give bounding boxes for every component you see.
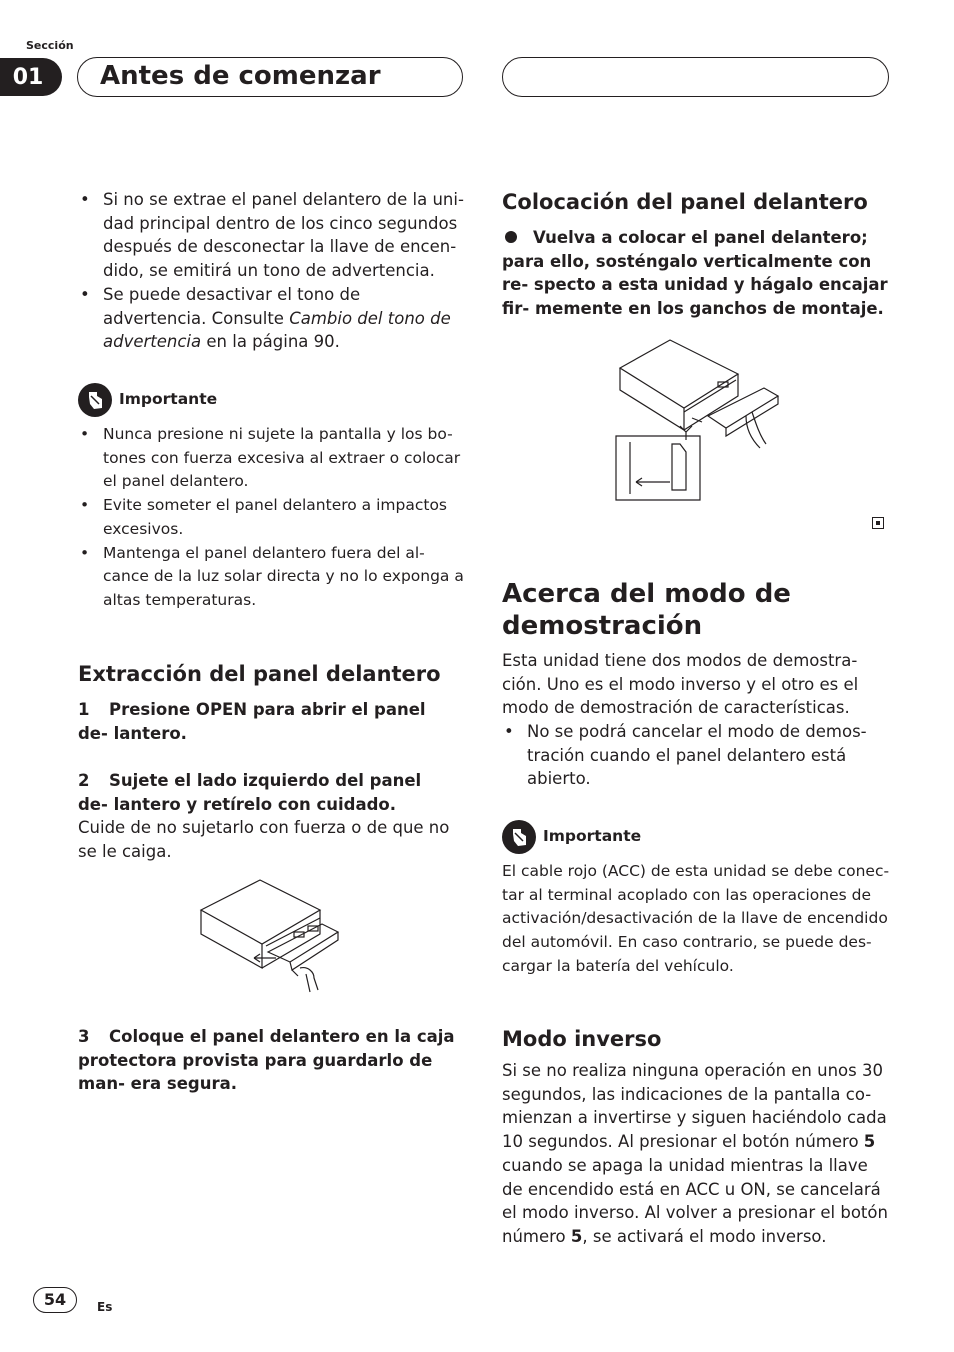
step-3-number: 3	[78, 1027, 90, 1046]
intro-bullets	[78, 188, 466, 354]
step-2-note: Cuide de no sujetarlo con fuerza o de que no se le caiga.	[78, 818, 450, 861]
reverse-text-1: Si se no realiza ninguna operación en unos 30 segundos, las indicaciones de la pantalla co- mienzan a invertirse y siguen haciéndolo cada 10 segundos. Al presionar el botón número	[502, 1061, 887, 1152]
demo-heading-line2: demostración	[502, 611, 703, 641]
step-3	[78, 1025, 466, 1096]
step-1	[78, 698, 448, 745]
important-bullets	[78, 423, 466, 613]
step-2-text: Sujete el lado izquierdo del panel de- lantero y retírelo con cuidado.	[78, 771, 422, 814]
demo-heading-line1: Acerca del modo de	[502, 579, 791, 609]
header-right-frame	[502, 57, 889, 97]
end-of-section-icon	[872, 517, 884, 529]
demo-heading	[502, 578, 791, 642]
button-number-5-again: 5	[570, 1226, 583, 1246]
attach-heading: Colocación del panel delantero	[502, 190, 868, 214]
step-2-number: 2	[78, 771, 90, 790]
bullet-dot-icon	[505, 231, 517, 243]
important-hand-icon	[78, 383, 112, 421]
important-bullet-2: • Evite someter el panel delantero a impactos excesivos.	[78, 494, 466, 541]
important-hand-icon	[502, 820, 536, 858]
bullet2-text: Se puede desactivar el tono de advertencia. Consulte	[103, 284, 361, 328]
step-2	[78, 769, 448, 816]
demo-intro: Esta unidad tiene dos modos de demostra- ción. Uno es el modo inverso y el otro es el modo de demostración de características.	[502, 651, 859, 718]
reverse-heading: Modo inverso	[502, 1027, 662, 1051]
extraction-heading: Extracción del panel delantero	[78, 662, 441, 686]
demo-bullet-1: • No se podrá cancelar el modo de demos- tración cuando el panel delantero está abierto.	[502, 720, 888, 791]
cross-reference: Cambio del tono de advertencia	[103, 308, 451, 352]
important-label: Importante	[119, 390, 218, 408]
reverse-text-3: , se activará el modo inverso.	[582, 1226, 827, 1246]
important-text-right: El cable rojo (ACC) de esta unidad se debe conec- tar al terminal acoplado con las operaciones de activación/desactivación de la llave de encendido del automóvil. En caso contrario, se puede des- cargar la batería del vehículo.	[502, 862, 890, 975]
page-title: Antes de comenzar	[100, 61, 381, 91]
button-number-5: 5	[863, 1132, 876, 1152]
step-3-text: Coloque el panel delantero en la caja protectora provista para guardarlo de man- era segura.	[78, 1027, 455, 1094]
reverse-text-2: cuando se apaga la unidad mientras la llave de encendido está en ACC u ON, se cancelará el modo inverso. Al volver a presionar el botón número	[502, 1155, 888, 1246]
section-number-badge: 01	[0, 58, 62, 96]
intro-bullet-2	[78, 283, 466, 354]
attach-instruction	[502, 226, 888, 321]
reverse-paragraph	[502, 1059, 890, 1249]
intro-bullet-1: • Si no se extrae el panel delantero de la uni- dad principal dentro de los cinco segundos después de desconectar la llave de encen- dido, se emitirá un tono de advertencia.	[78, 188, 466, 283]
important-label-right: Importante	[543, 827, 642, 845]
attach-illustration	[614, 332, 780, 508]
important-bullet-3: • Mantenga el panel delantero fuera del al- cance de la luz solar directa y no lo exponga a altas temperaturas.	[78, 542, 466, 613]
page-number: 54	[33, 1287, 77, 1313]
language-code: Es	[97, 1300, 113, 1314]
bullet2-text-end: en la página 90.	[201, 332, 340, 352]
step-1-number: 1	[78, 700, 90, 719]
step-1-text: Presione OPEN para abrir el panel de- lantero.	[78, 700, 426, 743]
extraction-illustration	[196, 874, 342, 1002]
section-label: Sección	[26, 39, 74, 52]
demo-bullets	[502, 720, 888, 791]
attach-instruction-text: Vuelva a colocar el panel delantero; para ello, sosténgalo verticalmente con re- specto a esta unidad y hágalo encajar fir- memente en los ganchos de montaje.	[502, 228, 888, 319]
important-bullet-1: • Nunca presione ni sujete la pantalla y los bo- tones con fuerza excesiva al extraer o colocar el panel delantero.	[78, 423, 466, 494]
